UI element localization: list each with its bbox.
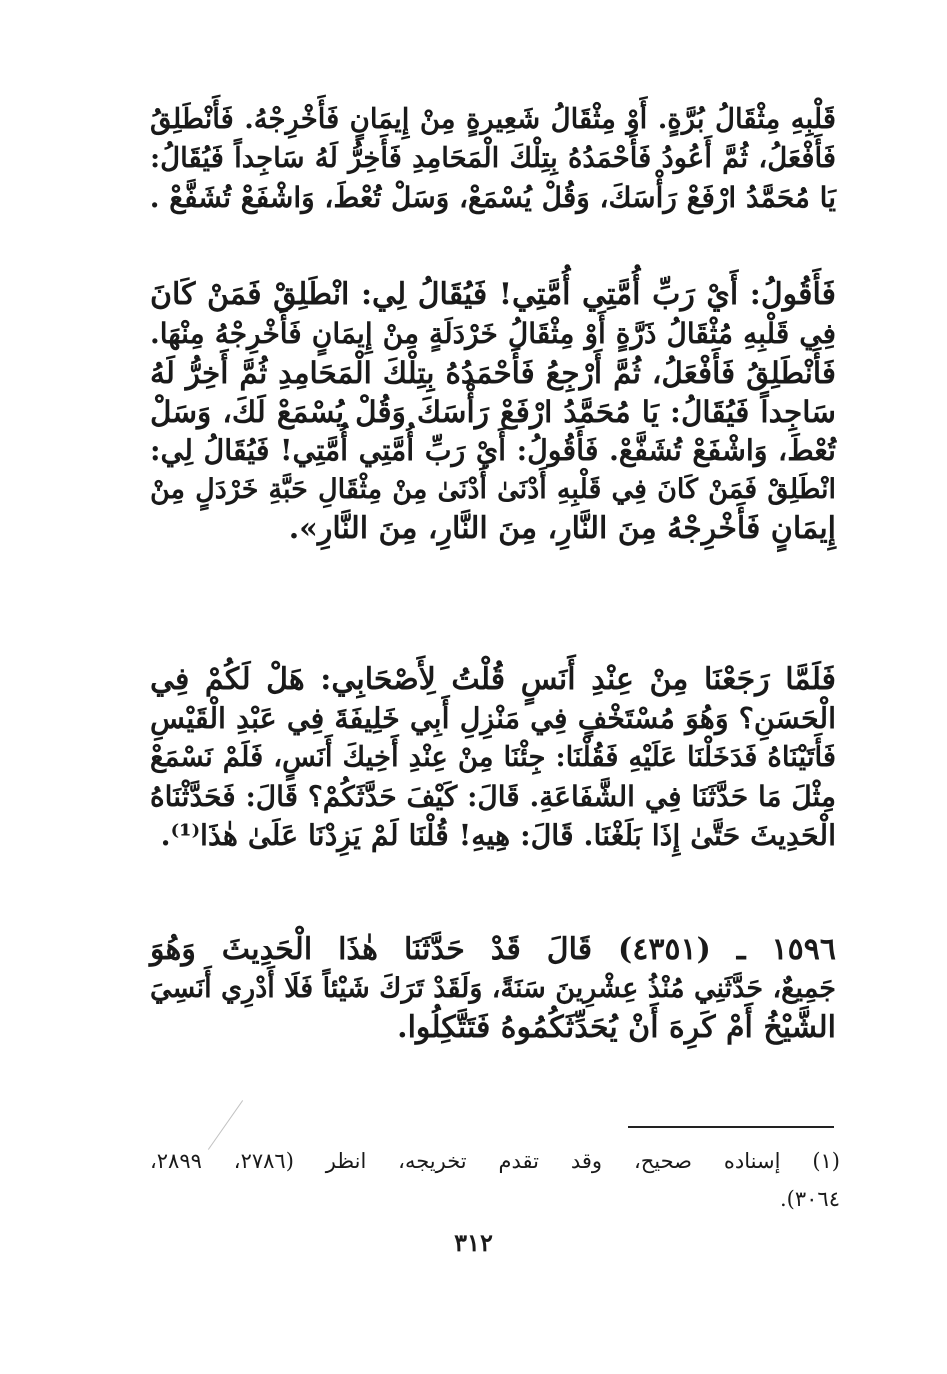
text-line: قَلْبِهِ مِثْقَالُ بُرَّةٍ. أَوْ مِثْقَالُ شَعِيرةٍ مِنْ إِيمَانٍ فَأَخْرِجْهُ. فَأَنْطَلِقُ	[150, 103, 836, 135]
text-line: سَاجِداً فَيُقَالُ: يَا مُحَمَّدُ ارْفَعْ رَأْسَكَ وَقُلْ يُسْمَعْ لَكَ، وَسَلْ	[150, 394, 836, 429]
text-line: فَأَنْطَلِقُ فَأَفْعَلُ، ثُمَّ أَرْجِعُ فَأَحْمَدُهُ بِتِلْكَ الْمَحَامِدِ ثُمَّ أَخِرُّ لَهُ	[150, 355, 836, 390]
text-line: الشَّيْخُ أَمْ كَرِهَ أَنْ يُحَدِّثَكُمُوهُ فَتَتَّكِلُوا.	[397, 1010, 836, 1045]
paragraph-3	[150, 660, 836, 855]
text-line: مِثْلَ مَا حَدَّثَنَا فِي الشَّفَاعَةِ. قَالَ: كَيْفَ حَدَّثَكُمْ؟ قَالَ: فَحَدَّثْنَاهُ	[150, 780, 836, 813]
text-line: الْحَسَنِ؟ وَهُوَ مُسْتَخْفٍ فِي مَنْزِلِ أَبِي خَلِيفَةَ فِي عَبْدِ الْقَيْسِ	[150, 701, 836, 735]
footnote-divider	[628, 1126, 834, 1128]
paragraph-1	[150, 100, 836, 217]
text-line: جَمِيعٌ، حَدَّثَنِي مُنْذُ عِشْرِينَ سَنَةً، وَلَقَدْ تَرَكَ شَيْئاً فَلَا أَدْرِي أَنَسِيَ	[150, 973, 836, 1004]
text-line: فَأَفْعَلُ، ثُمَّ أَعُودُ فَأَحْمَدُهُ بِتِلْكَ الْمَحَامِدِ فَأَخِرُّ لَهُ سَاجِداً فَيُقَالُ:	[150, 142, 836, 174]
text-line: ١٥٩٦ ـ (٤٣٥١) قَالَ قَدْ حَدَّثَنَا هٰذَا الْحَدِيثَ وَهُوَ	[150, 932, 836, 967]
text-line: تُعْطَ، وَاشْفَعْ تُشَفَّعْ. فَأَقُولُ: أَيْ رَبِّ أُمَّتِي أُمَّتِي! فَيُقَالُ لِي:	[150, 433, 836, 467]
text-line: الْحَدِيثَ حَتَّىٰ إِذَا بَلَغْنَا. قَالَ: هِيهِ! قُلْنَا لَمْ يَزِدْنَا عَلَىٰ هٰذَا⁽¹⁾.	[160, 818, 836, 852]
text-line: إِيمَانٍ فَأَخْرِجْهُ مِنَ النَّارِ، مِنَ النَّارِ، مِنَ النَّارِ».	[288, 511, 836, 546]
footnote-line: ٣٠٦٤).	[780, 1187, 840, 1211]
text-line: فَأَتَيْنَاهُ فَدَخَلْنَا عَلَيْهِ فَقُلْنَا: جِئْنَا مِنْ عِنْدِ أَخِيكَ أَنَسٍ، فَلَمْ نَسْمَعْ	[150, 741, 836, 773]
hadith-1596	[150, 930, 836, 1047]
page-number: ٣١٢	[454, 1228, 493, 1257]
text-line: فَأَقُولُ: أَيْ رَبِّ أُمَّتِي أُمَّتِي! فَيُقَالُ لِي: انْطَلِقْ فَمَنْ كَانَ	[150, 277, 836, 312]
text-line: فِي قَلْبِهِ مُثْقَالُ ذَرَّةٍ أَوْ مِثْقَالُ خَرْدَلَةٍ مِنْ إِيمَانٍ فَأَخْرِجْهُ مِنْهَا.	[150, 317, 836, 350]
text-line: فَلَمَّا رَجَعْنَا مِنْ عِنْدِ أَنَسٍ قُلْتُ لِأَصْحَابِي: هَلْ لَكُمْ فِي	[150, 662, 836, 697]
paragraph-2	[150, 275, 836, 548]
text-line: يَا مُحَمَّدُ ارْفَعْ رَأْسَكَ، وَقُلْ يُسْمَعْ، وَسَلْ تُعْطَ، وَاشْفَعْ تُشَفَّعْ .	[149, 181, 836, 214]
footnote-line: (١) إسناده صحيح، وقد تقدم تخريجه، انظر (٢٧٨٦، ٢٨٩٩،	[150, 1149, 840, 1173]
text-line: انْطَلِقْ فَمَنْ كَانَ فِي قَلْبِهِ أَدْنَىٰ أَدْنَىٰ مِنْ مِثْقَالِ حَبَّةِ خَرْدَلٍ مِنْ	[150, 474, 836, 505]
footnote	[150, 1142, 840, 1218]
